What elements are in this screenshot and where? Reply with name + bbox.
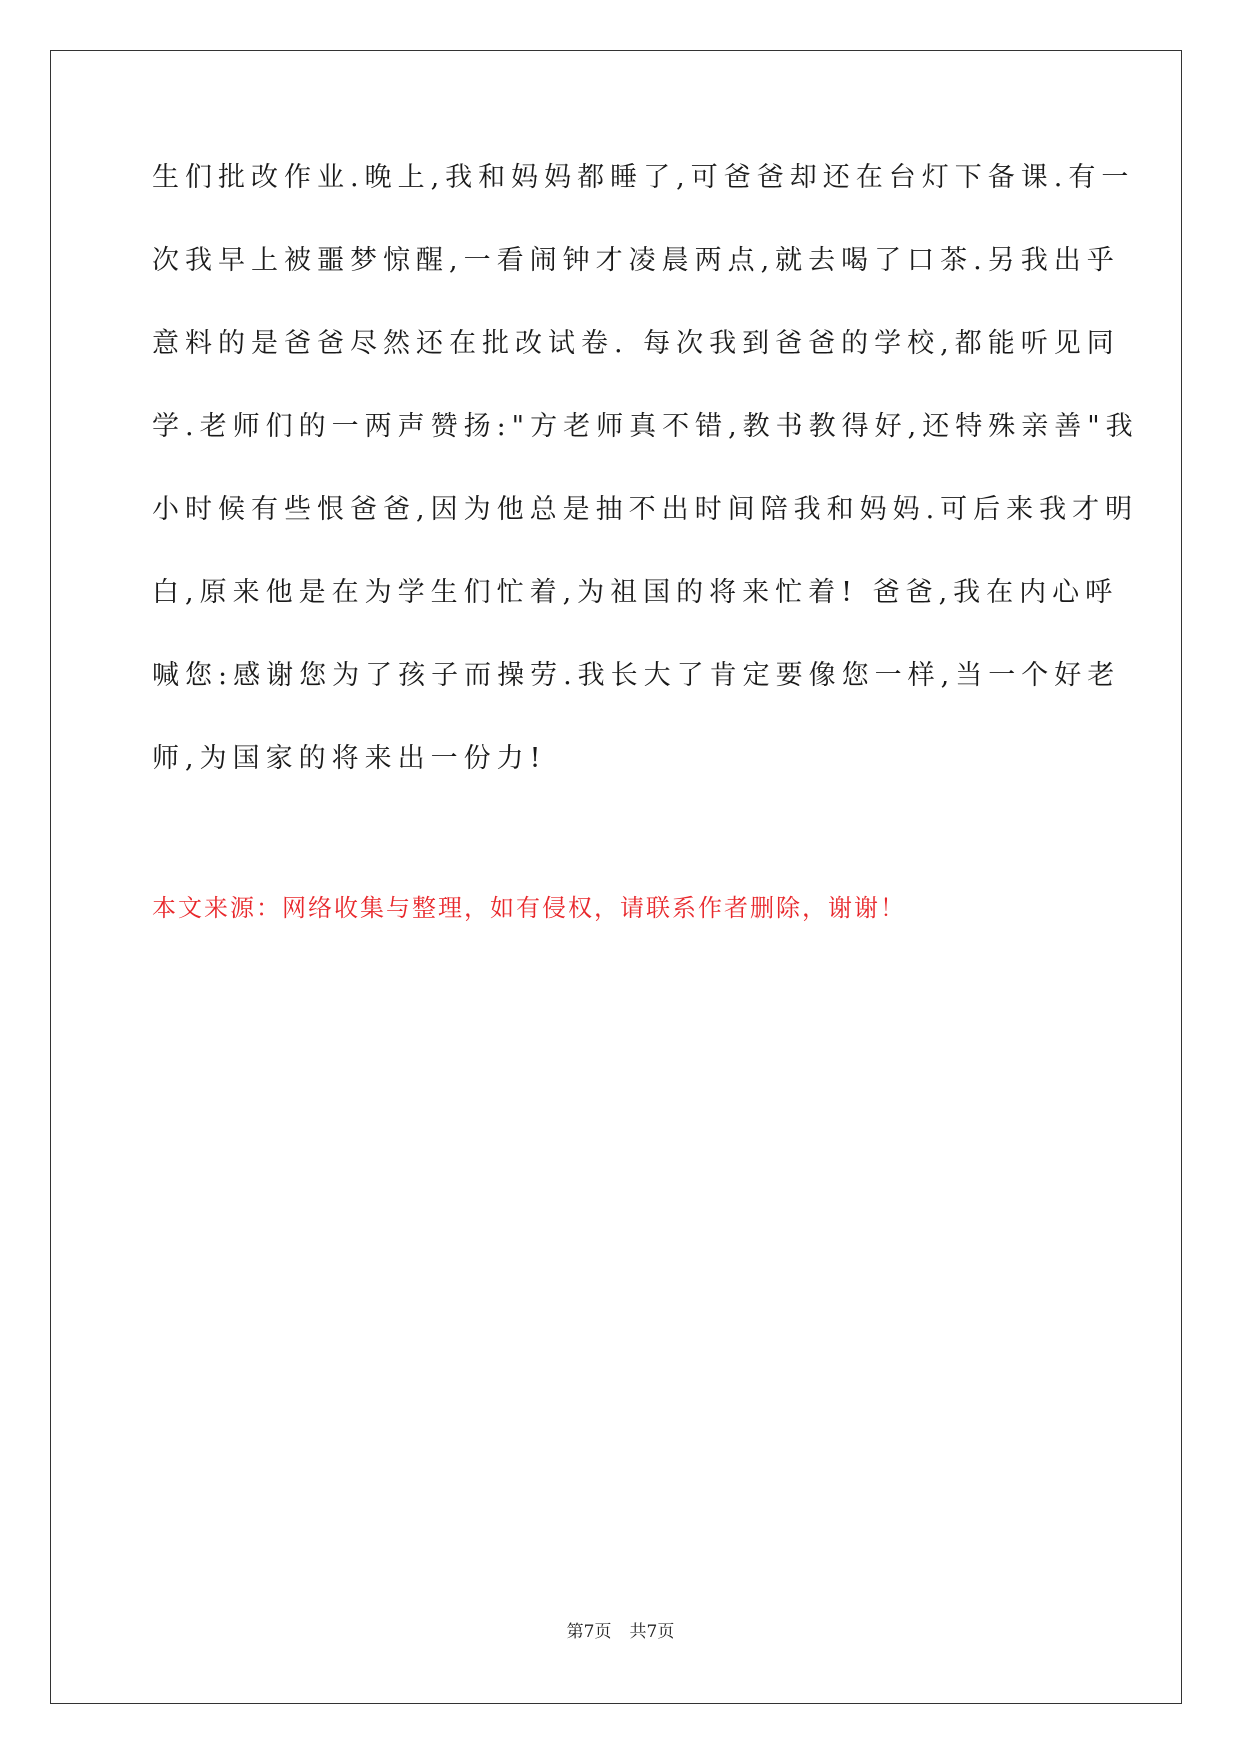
page-footer — [0, 1617, 1241, 1642]
page-number-total: 共7页 — [629, 1622, 675, 1642]
body-line: 喊您:感谢您为了孩子而操劳.我长大了肯定要像您一样,当一个好老 — [152, 660, 1121, 691]
body-line: 学.老师们的一两声赞扬:"方老师真不错,教书教得好,还特殊亲善"我 — [152, 411, 1139, 442]
body-line: 师,为国家的将来出一份力! — [152, 743, 547, 774]
body-line: 次我早上被噩梦惊醒,一看闹钟才凌晨两点,就去喝了口茶.另我出乎 — [152, 245, 1120, 276]
body-line: 意料的是爸爸尽然还在批改试卷. 每次我到爸爸的学校,都能听见同 — [152, 328, 1120, 359]
body-line: 生们批改作业.晚上,我和妈妈都睡了,可爸爸却还在台灯下备课.有一 — [152, 162, 1135, 193]
page-number-current: 第7页 — [566, 1622, 612, 1642]
source-note: 本文来源：网络收集与整理，如有侵权，请联系作者删除，谢谢！ — [152, 894, 906, 922]
document-body — [152, 160, 1139, 824]
body-line: 白,原来他是在为学生们忙着,为祖国的将来忙着! 爸爸,我在内心呼 — [152, 577, 1119, 608]
body-line: 小时候有些恨爸爸,因为他总是抽不出时间陪我和妈妈.可后来我才明 — [152, 494, 1139, 525]
